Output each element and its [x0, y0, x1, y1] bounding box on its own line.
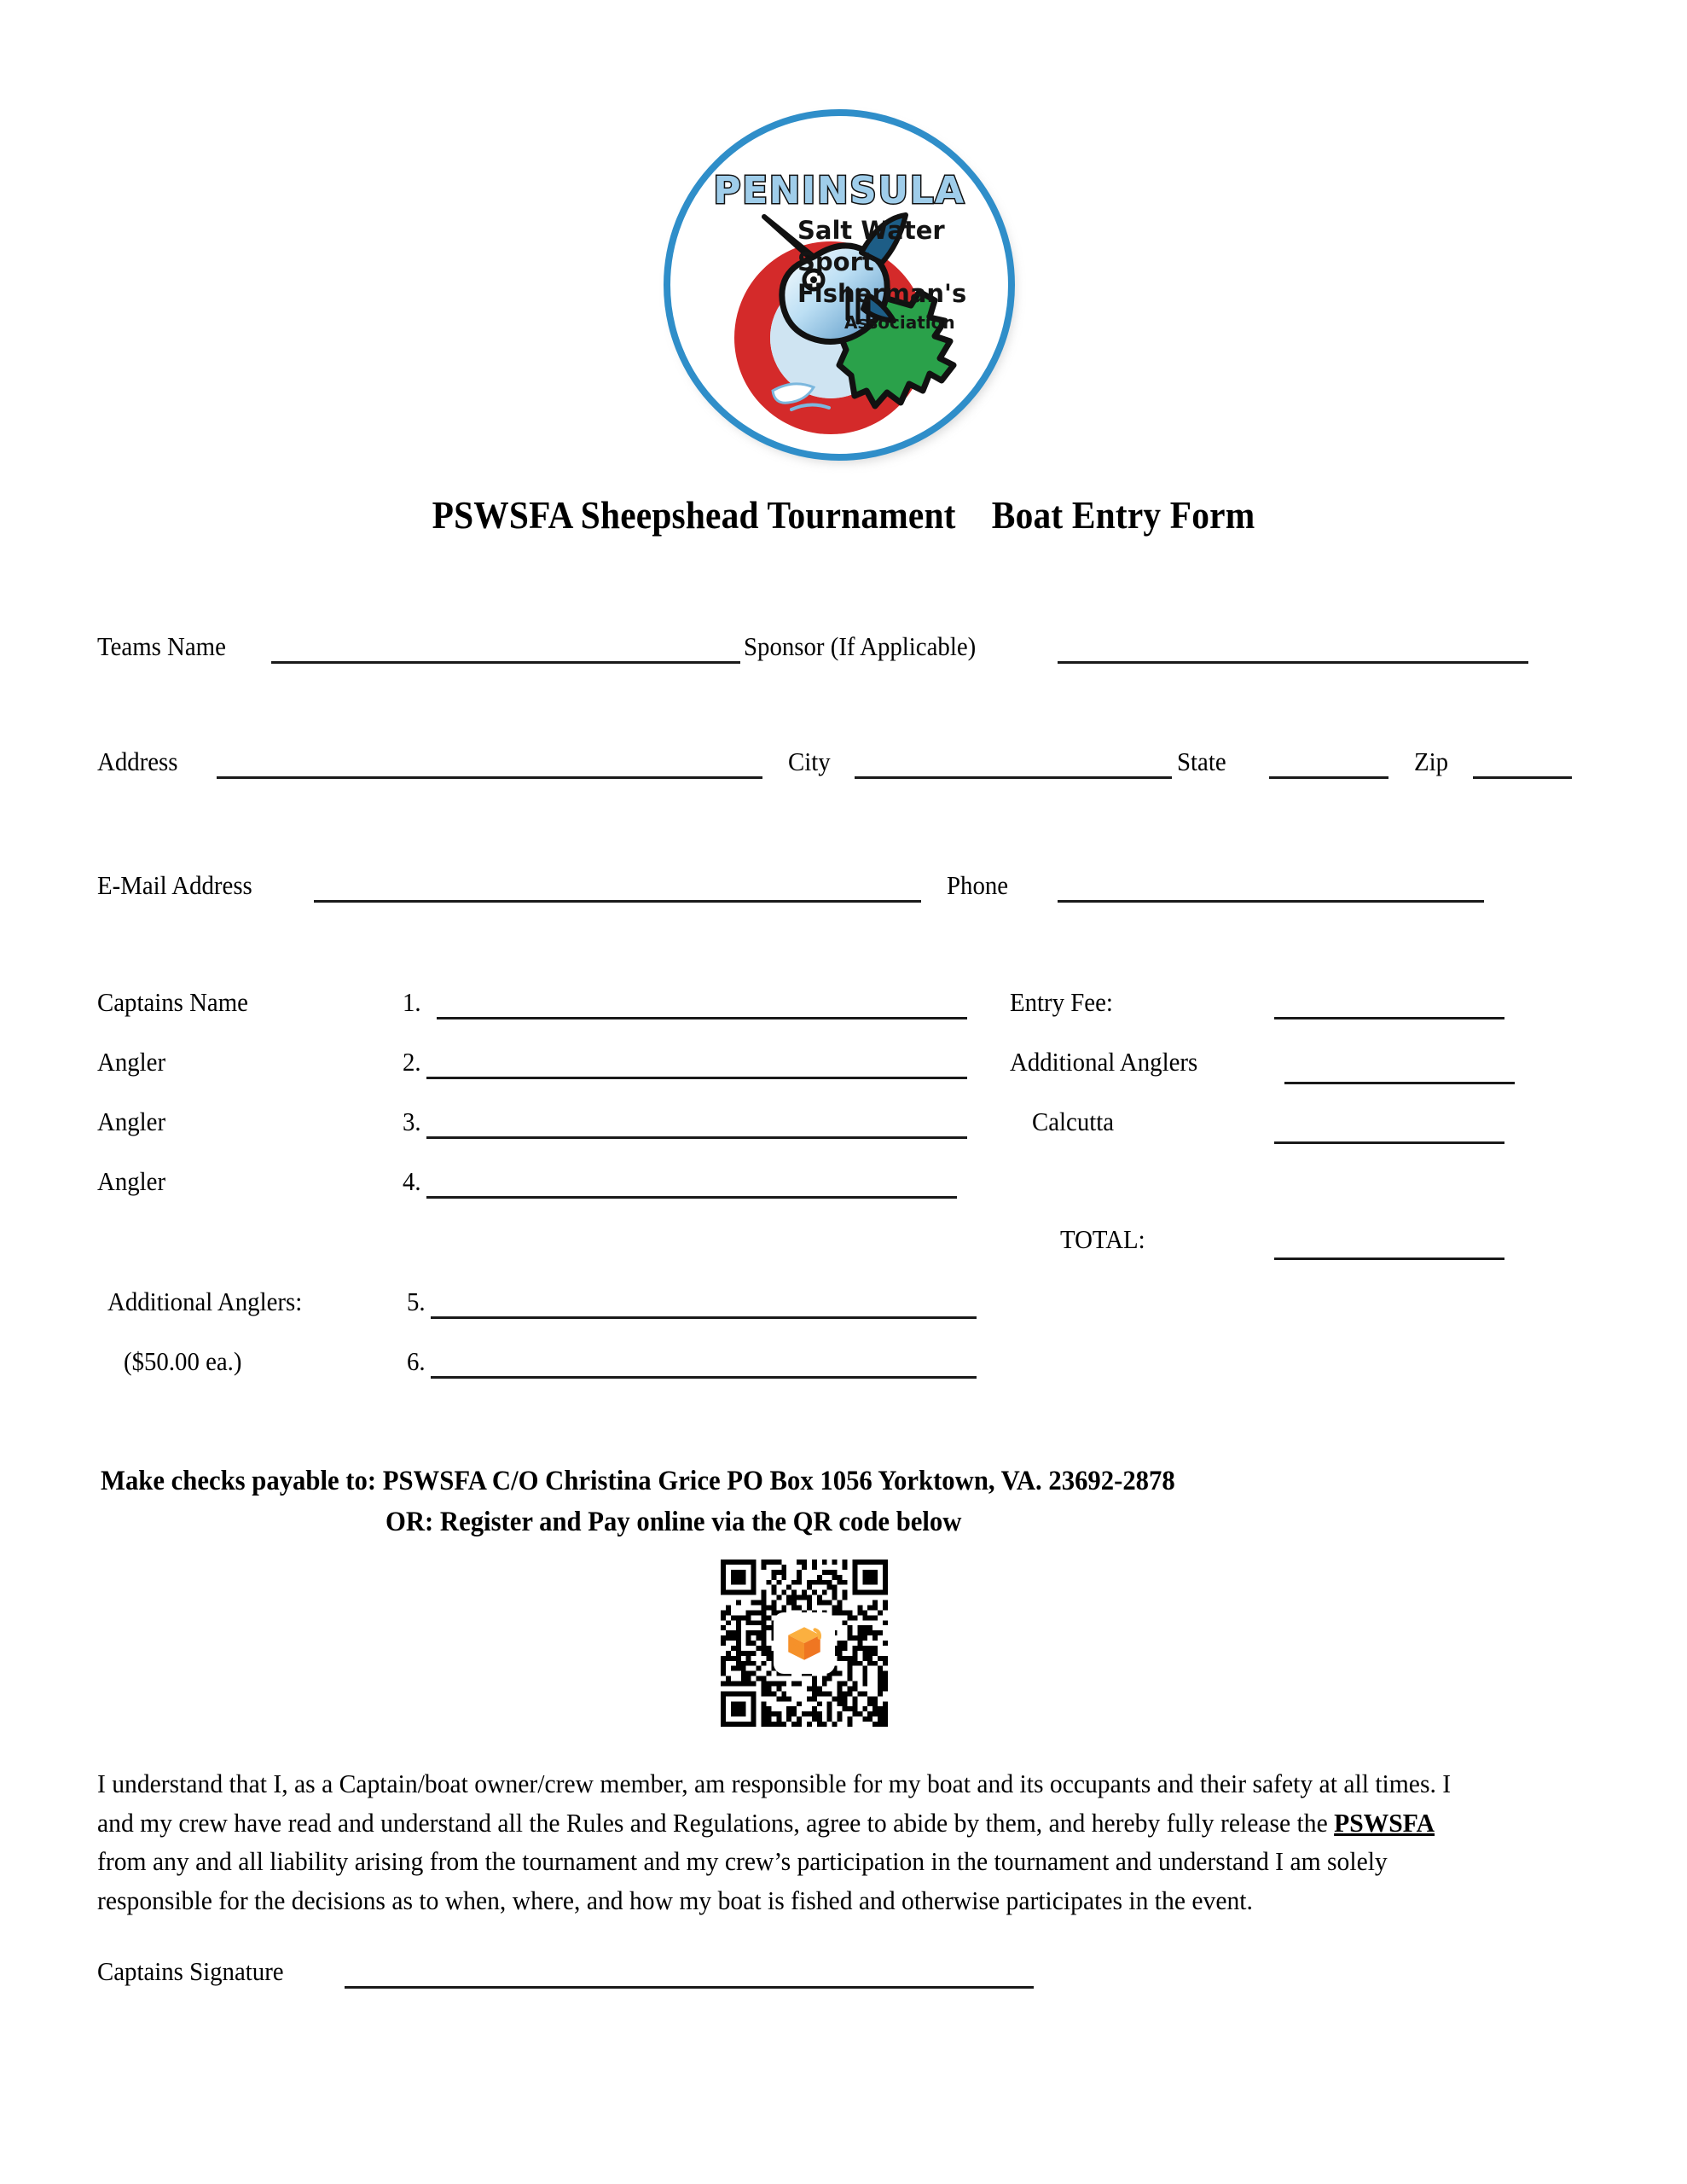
state-label: State: [1177, 746, 1226, 776]
additional-anglers-label: Additional Anglers:: [107, 1287, 303, 1316]
captain-name-input[interactable]: [437, 1017, 967, 1019]
angler-5-input[interactable]: [431, 1316, 977, 1319]
payment-qr-code[interactable]: [721, 1560, 888, 1727]
roster-number-1: 1.: [403, 987, 421, 1017]
roster-number-4: 4.: [403, 1166, 421, 1196]
entry-fee-label: Entry Fee:: [1010, 987, 1113, 1017]
teams-name-label: Teams Name: [97, 631, 226, 661]
zip-input[interactable]: [1473, 776, 1572, 779]
liability-disclaimer: [97, 1764, 1482, 1920]
additional-anglers-fee-input[interactable]: [1284, 1082, 1515, 1084]
captains-signature-input[interactable]: [345, 1986, 1034, 1989]
payment-instruction-line-2: OR: Register and Pay online via the QR code below: [386, 1507, 962, 1537]
city-input[interactable]: [855, 776, 1172, 779]
roster-number-6: 6.: [407, 1346, 426, 1376]
total-label: TOTAL:: [1060, 1224, 1145, 1254]
logo-line-fishermans: Fisherman's: [797, 279, 967, 308]
total-input[interactable]: [1274, 1258, 1504, 1260]
logo-line-sport: Sport: [797, 247, 874, 276]
address-input[interactable]: [217, 776, 762, 779]
angler-3-label: Angler: [97, 1107, 166, 1136]
disclaimer-emphasis-pswsfa: PSWSFA: [1334, 1807, 1435, 1838]
zip-label: Zip: [1414, 746, 1449, 776]
logo-line-association: Association: [844, 312, 955, 333]
orange-cube-icon: [774, 1612, 835, 1674]
email-label: E-Mail Address: [97, 870, 252, 900]
payment-instruction-line-1: Make checks payable to: PSWSFA C/O Christina Grice PO Box 1056 Yorktown, VA. 23692-2878: [101, 1466, 1175, 1496]
roster-number-2: 2.: [403, 1047, 421, 1077]
disclaimer-part-2: from any and all liability arising from the tournament and my crew’s participation in the tournament and understand I am solely responsible for the decisions as to when, where, and how my boat is fished and otherwise participates in the event.: [97, 1846, 1388, 1915]
sponsor-label: Sponsor (If Applicable): [744, 631, 977, 661]
entry-fee-input[interactable]: [1274, 1017, 1504, 1019]
captains-name-label: Captains Name: [97, 987, 248, 1017]
angler-2-label: Angler: [97, 1047, 166, 1077]
disclaimer-part-1: I understand that I, as a Captain/boat owner/crew member, am responsible for my boat and its occupants and their safety at all times. I and my crew have read and understand all the Rules and Regulations, agree to abide by them, and hereby fully release the: [97, 1769, 1452, 1838]
calcutta-label: Calcutta: [1032, 1107, 1115, 1136]
roster-number-5: 5.: [407, 1287, 426, 1316]
angler-3-input[interactable]: [426, 1136, 967, 1139]
phone-input[interactable]: [1058, 900, 1484, 903]
logo-peninsula-word: PENINSULA: [713, 169, 965, 212]
additional-anglers-price: ($50.00 ea.): [124, 1346, 242, 1376]
calcutta-input[interactable]: [1274, 1141, 1504, 1144]
page-title: PSWSFA Sheepshead Tournament Boat Entry Form: [432, 494, 1255, 537]
additional-anglers-fee-label: Additional Anglers: [1010, 1047, 1198, 1077]
angler-2-input[interactable]: [426, 1077, 967, 1079]
state-input[interactable]: [1269, 776, 1388, 779]
angler-4-input[interactable]: [426, 1196, 957, 1199]
pswsfa-logo: [664, 109, 1015, 461]
email-input[interactable]: [314, 900, 921, 903]
captains-signature-label: Captains Signature: [97, 1956, 284, 1986]
teams-name-input[interactable]: [271, 661, 740, 664]
phone-label: Phone: [947, 870, 1009, 900]
angler-6-input[interactable]: [431, 1376, 977, 1379]
city-label: City: [788, 746, 831, 776]
logo-line-salt-water: Salt Water: [797, 216, 945, 245]
angler-4-label: Angler: [97, 1166, 166, 1196]
sponsor-input[interactable]: [1058, 661, 1528, 664]
roster-number-3: 3.: [403, 1107, 421, 1136]
address-label: Address: [97, 746, 178, 776]
